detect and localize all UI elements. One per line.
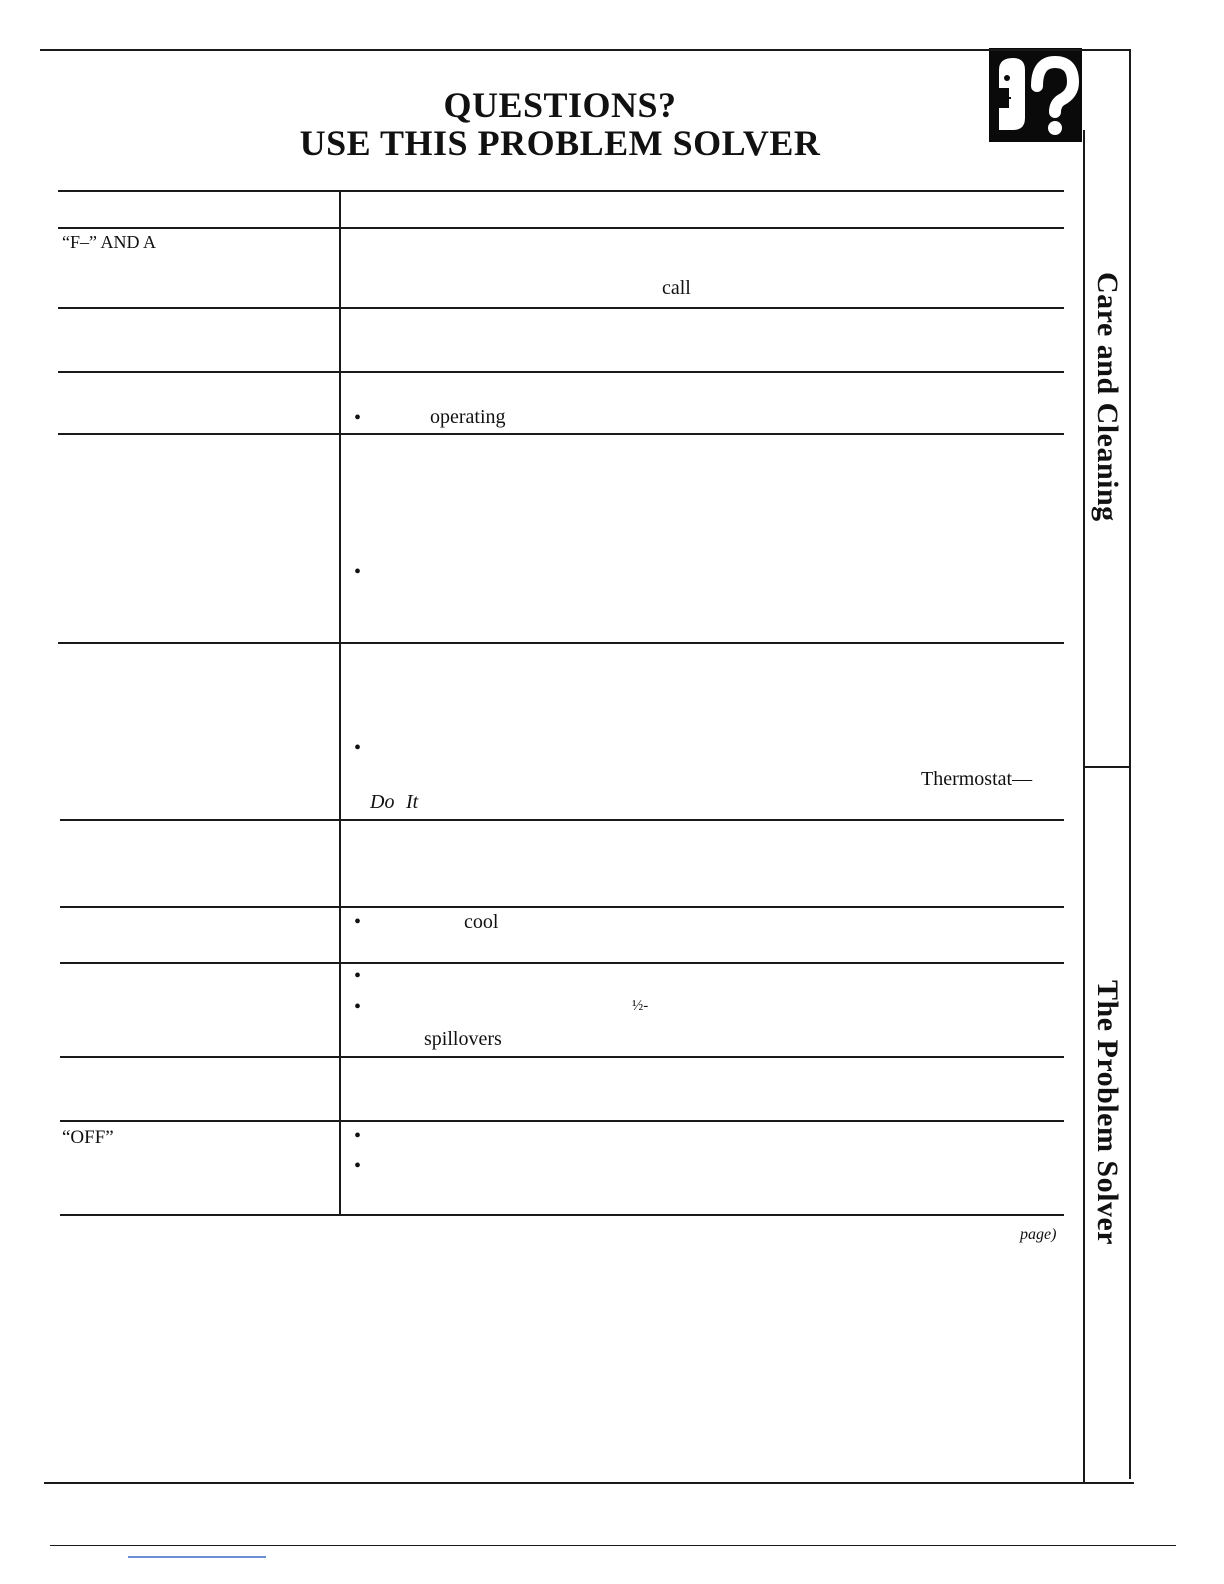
table-rule-bottom (60, 1214, 1064, 1216)
footer-link-line (128, 1556, 266, 1558)
table-rule-row-5 (60, 819, 1064, 821)
bullet: • (354, 965, 362, 987)
fragment-half: ½- (632, 998, 649, 1014)
bullet: • (354, 996, 362, 1018)
table-rule-header-top (58, 190, 1064, 192)
table-rule-row-9 (60, 1120, 1064, 1122)
table-rule-row-1 (58, 307, 1064, 309)
bullet: • (354, 1155, 362, 1177)
table-rule-row-8 (60, 1056, 1064, 1058)
bullet: • (354, 1125, 362, 1147)
bottom-rule (44, 1482, 1134, 1484)
table-rule-header-right (340, 227, 1064, 229)
table-rule-header-left (58, 227, 340, 229)
tab-left-border (1083, 130, 1085, 1482)
table-rule-row-4 (58, 642, 1064, 644)
tab-right-border (1129, 49, 1131, 1479)
bullet: • (354, 407, 362, 429)
table-rule-row-2 (58, 371, 1064, 373)
tab-divider (1083, 766, 1131, 768)
fragment-spillovers: spillovers (424, 1028, 502, 1050)
title-line-1: QUESTIONS? (443, 85, 677, 125)
fragment-do: Do (370, 791, 395, 813)
table-column-divider (339, 190, 341, 1216)
fragment-operating: operating (430, 406, 506, 428)
table-rule-row-7 (60, 962, 1064, 964)
bullet: • (354, 911, 362, 933)
footer-rule (50, 1545, 1176, 1546)
page-note: page) (1020, 1226, 1057, 1243)
fragment-thermostat: Thermostat— (921, 768, 1033, 790)
bullet: • (354, 737, 362, 759)
table-rule-row-6 (60, 906, 1064, 908)
title-line-2: USE THIS PROBLEM SOLVER (299, 123, 821, 163)
fragment-it: It (406, 791, 419, 813)
side-tab-problem-solver[interactable]: The Problem Solver (1091, 980, 1124, 1246)
table-rule-row-3 (58, 433, 1064, 435)
question-face-icon (989, 48, 1082, 142)
problem-f-code: “F–” AND A (62, 232, 156, 252)
fragment-call: call (662, 277, 691, 299)
side-tab-care-cleaning[interactable]: Care and Cleaning (1091, 272, 1124, 522)
problem-off: “OFF” (62, 1127, 114, 1148)
bullet: • (354, 561, 362, 583)
fragment-cool: cool (464, 911, 499, 933)
top-rule (40, 49, 1130, 51)
